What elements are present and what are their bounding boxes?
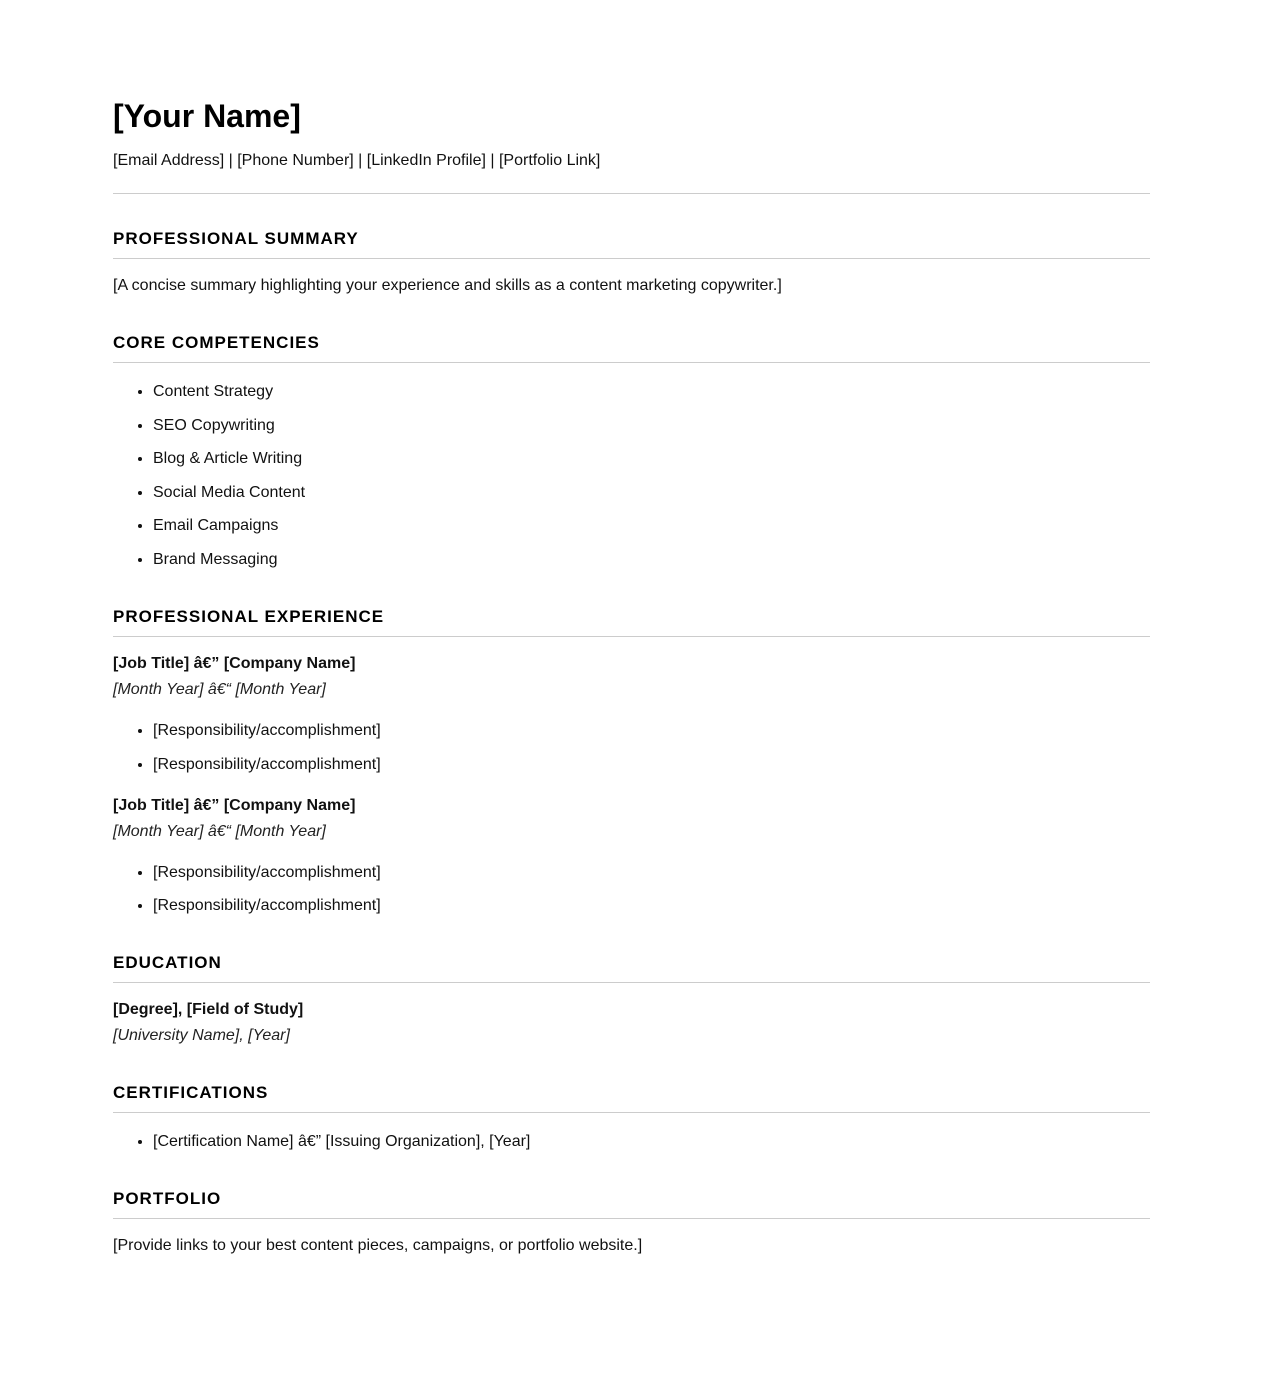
certifications-section	[113, 1083, 1150, 1152]
job-entry	[113, 654, 1150, 775]
experience-section	[113, 607, 1150, 916]
job-title: [Job Title] â€” [Company Name]	[113, 796, 356, 814]
list-item: • Brand Messaging	[153, 550, 1150, 570]
competencies-section	[113, 333, 1150, 570]
job-dates: [Month Year] â€“ [Month Year]	[113, 822, 326, 840]
list-item: • Blog & Article Writing	[153, 449, 1150, 469]
name-heading: [Your Name]	[113, 98, 301, 134]
job-bullets	[113, 721, 1150, 775]
list-item: • [Responsibility/accomplishment]	[153, 755, 1150, 775]
job-entry	[113, 796, 1150, 917]
degree: [Degree], [Field of Study]	[113, 1001, 304, 1019]
list-item: • [Responsibility/accomplishment]	[153, 896, 1150, 916]
job-bullets	[113, 863, 1150, 917]
section-heading: CERTIFICATIONS	[113, 1083, 1150, 1113]
section-heading: EDUCATION	[113, 953, 1150, 983]
list-item: • [Responsibility/accomplishment]	[153, 863, 1150, 883]
list-item: • Email Campaigns	[153, 516, 1150, 536]
list-item: • SEO Copywriting	[153, 416, 1150, 436]
resume-header	[113, 98, 1150, 194]
list-item: • [Certification Name] â€” [Issuing Organization], [Year]	[153, 1132, 1150, 1152]
competencies-list	[113, 382, 1150, 570]
job-title: [Job Title] â€” [Company Name]	[113, 654, 356, 672]
section-heading: PROFESSIONAL SUMMARY	[113, 229, 1150, 259]
section-heading: PORTFOLIO	[113, 1189, 1150, 1219]
list-item: • Content Strategy	[153, 382, 1150, 402]
education-section	[113, 953, 1150, 1046]
portfolio-section	[113, 1189, 1150, 1256]
job-dates: [Month Year] â€“ [Month Year]	[113, 680, 326, 698]
summary-section	[113, 229, 1150, 296]
section-heading: PROFESSIONAL EXPERIENCE	[113, 607, 1150, 637]
list-item: • Social Media Content	[153, 483, 1150, 503]
contact-line: [Email Address] | [Phone Number] | [LinkedIn Profile] | [Portfolio Link]	[113, 152, 601, 169]
summary-text: [A concise summary highlighting your experience and skills as a content marketing copywriter.]	[113, 277, 782, 294]
university: [University Name], [Year]	[113, 1027, 290, 1045]
certifications-list	[113, 1132, 1150, 1152]
portfolio-text: [Provide links to your best content pieces, campaigns, or portfolio website.]	[113, 1237, 643, 1255]
section-heading: CORE COMPETENCIES	[113, 333, 1150, 363]
list-item: • [Responsibility/accomplishment]	[153, 721, 1150, 741]
